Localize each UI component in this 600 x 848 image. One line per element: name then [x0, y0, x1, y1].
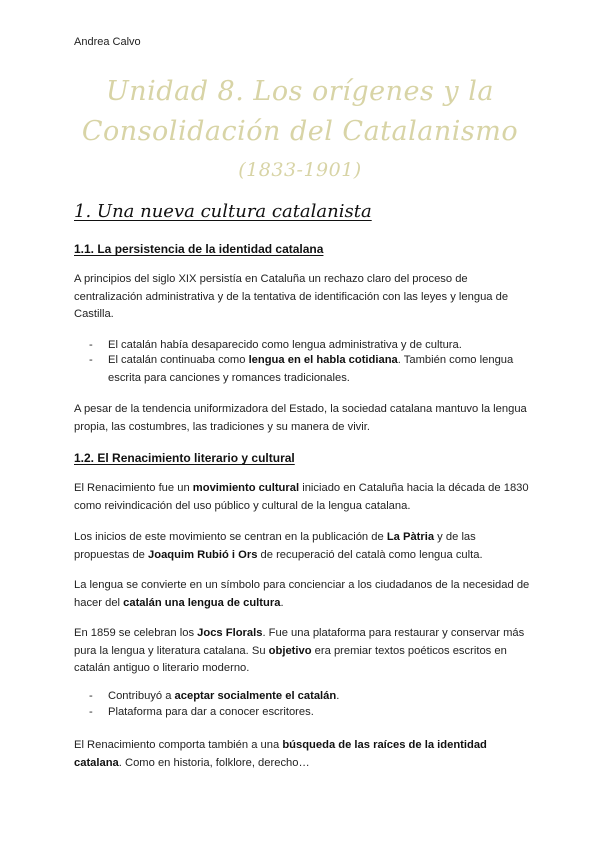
- document-title-line-1: Unidad 8. Los orígenes y la: [106, 76, 494, 107]
- bold-text: objetivo: [268, 644, 312, 657]
- text: .: [280, 596, 284, 609]
- section-heading: 1. Una nueva cultura catalanista: [74, 201, 372, 222]
- bold-text: Joaquim Rubió i Ors: [148, 548, 258, 561]
- paragraph: [74, 480, 534, 515]
- text: . Fue una plataforma para restaurar y conservar más pura la lengua y literatura catalana. Su: [74, 627, 525, 657]
- text: El Renacimiento comporta también a una: [74, 739, 283, 751]
- document-title-dates: (1833-1901): [238, 159, 362, 181]
- text: . Como en historia, folklore, derecho…: [118, 756, 310, 769]
- bullet-dash: -: [89, 706, 93, 718]
- text: era premiar textos poéticos escritos en catalán antiguo o literario moderno.: [74, 644, 507, 674]
- bold-text: La Pàtria: [386, 531, 435, 543]
- list-item-text: . También como lengua escrita para canciones y romances tradicionales.: [108, 354, 514, 384]
- paragraph: [74, 577, 534, 612]
- subsection-heading-1-2: 1.2. El Renacimiento literario y cultural: [74, 451, 295, 465]
- text: Los inicios de este movimiento se centran en la publicación de: [74, 531, 387, 543]
- document-title-line-2: Consolidación del Catalanismo: [81, 116, 519, 147]
- list-item-text: .: [336, 690, 340, 702]
- text: iniciado en Cataluña hacia la década de 1830 como reivindicación del uso público y cultural de la lengua catalana.: [74, 482, 529, 512]
- bold-text: aceptar socialmente el catalán: [174, 690, 337, 702]
- bold-text: búsqueda de las raíces de la identidad catalana: [74, 739, 487, 769]
- paragraph: [74, 625, 534, 678]
- paragraph: A pesar de la tendencia uniformizadora del Estado, la sociedad catalana mantuvo la lengua propia, las costumbres, las tradiciones y su manera de vivir.: [74, 403, 527, 433]
- paragraph: [74, 737, 534, 772]
- subsection-heading-1-1: 1.1. La persistencia de la identidad catalana: [74, 242, 324, 256]
- text: y de las propuestas de: [74, 531, 476, 561]
- bold-text: lengua en el habla cotidiana: [248, 354, 398, 366]
- text: La lengua se convierte en un símbolo para concienciar a los ciudadanos de la necesidad de hacer del: [74, 579, 530, 609]
- list-item-text: El catalán continuaba como: [108, 354, 249, 366]
- text: de recuperació del català como lengua culta.: [257, 548, 483, 561]
- author-name: Andrea Calvo: [74, 36, 141, 48]
- list-item: [89, 688, 548, 706]
- list-item: [89, 704, 548, 722]
- bold-text: catalán una lengua de cultura: [123, 596, 281, 609]
- paragraph: A principios del siglo XIX persistía en Cataluña un rechazo claro del proceso de centralización administrativa y de la tentativa de identificación con las leyes y lengua de Castilla.: [74, 273, 509, 320]
- bullet-dash: -: [89, 339, 93, 351]
- list-item: [89, 352, 548, 387]
- text: El Renacimiento fue un: [74, 482, 193, 494]
- bullet-dash: -: [89, 690, 93, 702]
- paragraph: [74, 529, 534, 564]
- bullet-dash: -: [89, 354, 93, 366]
- bold-text: Jocs Florals: [197, 627, 263, 639]
- list-item-text: El catalán había desaparecido como lengua administrativa y de cultura.: [108, 339, 462, 351]
- list-item-text: Plataforma para dar a conocer escritores.: [108, 706, 314, 718]
- bold-text: movimiento cultural: [192, 482, 300, 494]
- list-item-text: Contribuyó a: [108, 690, 175, 702]
- text: En 1859 se celebran los: [74, 627, 198, 639]
